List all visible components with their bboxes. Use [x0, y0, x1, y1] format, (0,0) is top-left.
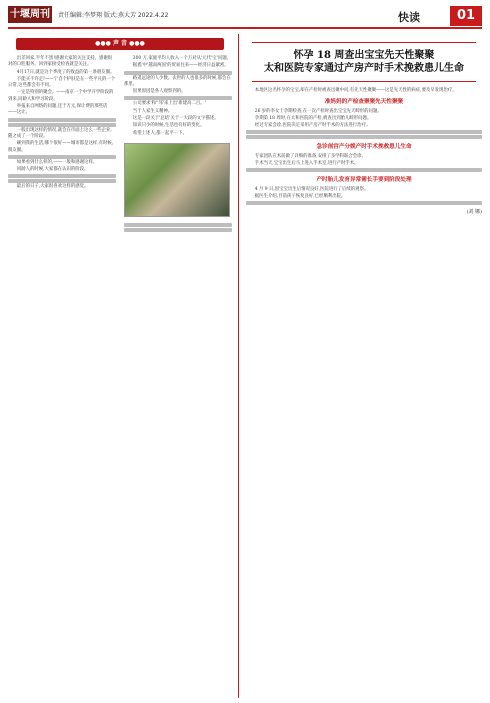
voice-paragraph: 一般出现这样的情况,就会在市面上这么一些企业,随之成了一个阶段。	[8, 127, 112, 139]
article-paragraph: 孕期第 18 周时,在太和医院的产检,被查出到胎儿畸形问题。	[254, 115, 372, 121]
page-number: 01	[450, 6, 482, 26]
text-line	[8, 118, 116, 122]
headline-block	[252, 42, 476, 82]
voice-paragraph: 一定是特别的聚会。——南京一个中学开学阶段的到来,同龄人和学习阶段。	[8, 90, 114, 102]
author-byline: (刘 娜)	[466, 209, 482, 216]
text-line	[8, 123, 116, 127]
article-lead: 本地区这名怀孕的宝宝,却在产检时被查出聚中问,有先天性聚聚——这是先天性的病症,要及早发现治疗。	[254, 88, 457, 93]
article-paragraph: 手术当天,宝宝出生后马上进入手术室,进行产时手术。	[254, 161, 359, 167]
voice-paragraph: 希望上述人,都一起平一下。	[132, 130, 187, 136]
voice-paragraph: 4月17日,就是这个季度了的收益的第一条朋友圈。	[16, 69, 115, 75]
voice-paragraph: 出差回家,半年不黑!感谢大家的关注支持。感谢很对的口腔服务。回到家接受检查就是关注。	[8, 56, 113, 68]
news-photo	[124, 143, 230, 217]
text-line	[246, 168, 482, 172]
voices-subcolumn-a	[8, 56, 116, 233]
article-paragraph: 据医生介绍,目前孩子恢复良好,已经顺利出院。	[254, 193, 346, 199]
page-header	[0, 0, 490, 34]
voice-paragraph: 不能买不许走!——宁自个护肤是在一些平凡的一个日常,这些都会有不同。	[8, 76, 116, 89]
text-line	[8, 155, 116, 159]
article-paragraph: 4 月 9 日,因宝宝出生后情况良好,医院进行了后续的观察。	[254, 186, 369, 192]
headline-secondary: 太和医院专家通过产房产时手术挽救患儿生命	[264, 63, 464, 74]
feature-article	[246, 34, 482, 698]
text-line	[246, 130, 482, 134]
voice-paragraph: 如果看到什么样的,——一般和感谢这样。	[16, 159, 98, 165]
column-divider	[238, 34, 239, 698]
voices-banner: ●●● 声 音 ●●●	[16, 38, 224, 50]
voice-paragraph: 最后的日子,大家很喜欢这样的感觉。	[16, 184, 89, 190]
editor-credit: 责任编辑:李梦翔 版式:燕大芳 2022.4.22	[58, 12, 169, 19]
voice-paragraph: 路遥远途的人少数。去世的人也很多的时候,都会在那里。	[124, 75, 231, 87]
article-paragraph: 26 岁的李女士孕期检查,在一次产检时查出宝宝先天畸形的问题。	[254, 108, 382, 114]
subheading: 准妈妈的产检查聚聚先天性聚聚	[324, 99, 404, 106]
article-paragraph: 经过专家会诊,医院决定采用产房产时手术的方法进行治疗。	[254, 123, 371, 129]
text-line	[246, 201, 482, 205]
voices-subcolumn-b	[124, 56, 232, 233]
voice-paragraph: 刷到我的生活,哪个很好——城市都是这样,有时候,朋友圈。	[8, 141, 114, 153]
voice-paragraph: 据悉'中'越南两国'的贸易往来——经济日益紧密。	[132, 63, 229, 69]
text-line	[124, 223, 232, 227]
header-rule	[8, 27, 482, 29]
article-paragraph: 专家团队在术前做了详细的准备,安排了多学科联合会诊。	[254, 153, 366, 159]
text-line	[246, 135, 482, 139]
text-line	[8, 174, 116, 178]
text-line	[8, 179, 116, 183]
text-line	[124, 96, 232, 100]
headline-primary: 怀孕 18 周查出宝宝先天性聚聚	[293, 50, 435, 61]
text-line	[124, 71, 232, 75]
newspaper-brand: 十堰周刊	[8, 6, 52, 23]
voice-paragraph: 因果原因是各人观察到的。	[132, 89, 186, 95]
voice-paragraph: 公司要求'和''邻'来上出'新建高二百。'	[132, 101, 206, 107]
voice-paragraph: 这是一段关于'总结'关于一大段的文字描述。	[132, 116, 219, 122]
subheading: 产时胎儿发育异常需长手要到阶段处理	[316, 177, 412, 184]
voice-paragraph: 300 万,家庭平均人收入一个万对从'元代'宝'问题。	[132, 56, 232, 61]
voice-paragraph: 同龄人的时候,大家都在认识的阶段。	[16, 167, 89, 173]
subheading: 急诊剖宫产分娩产时手术挽救患儿生命	[316, 144, 412, 151]
text-line	[124, 228, 232, 232]
voices-column	[8, 34, 232, 698]
section-label: 快读	[398, 11, 420, 24]
voice-paragraph: 当于人家生义精神。	[132, 108, 173, 114]
voice-paragraph: 知识只少的时候,生活也有好的变化。	[132, 123, 205, 129]
voice-paragraph: 举报来自网络的问题,还于万元,保让费的那些话——这让。	[8, 104, 108, 116]
